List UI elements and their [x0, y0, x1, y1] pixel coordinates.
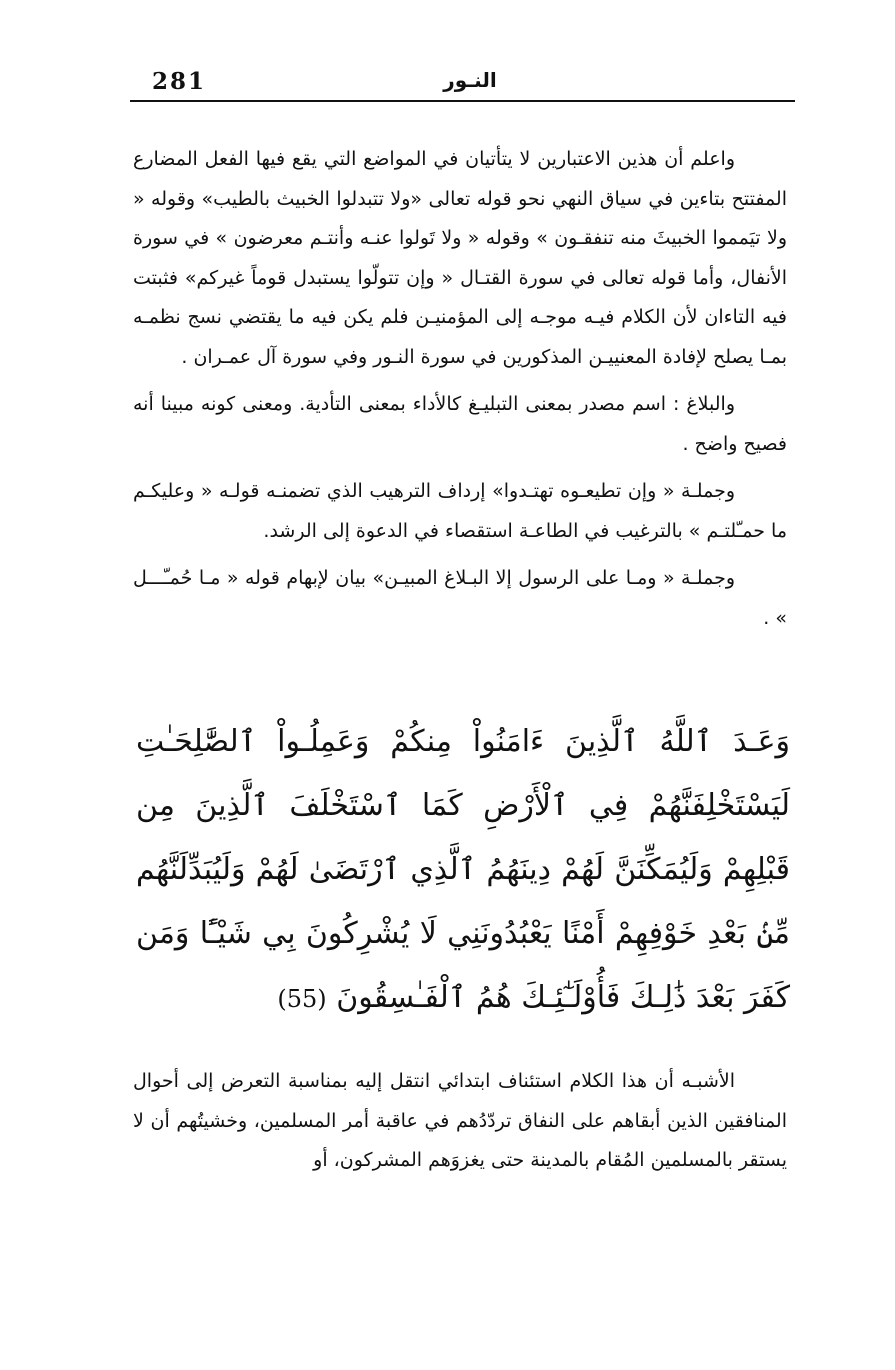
verse-number: (55)	[277, 985, 327, 1013]
paragraph: وجملـة « وإن تطيعـوه تهتـدوا» إرداف الترهيب الذي تضمنـه قولـه « وعليكـم ما حمـّلتـم » بالترغيب في الطاعـة استقصاء في الدعوة إلى الرشد.	[133, 480, 787, 542]
running-title: النـور	[443, 68, 497, 92]
commentary-top	[133, 140, 787, 638]
header-rule	[130, 100, 795, 102]
commentary-bottom	[133, 1062, 787, 1181]
page-header	[130, 62, 795, 102]
page-number: 281	[152, 68, 207, 95]
verse-text: وَعَـدَ ٱللَّهُ ٱلَّذِينَ ءَامَنُواْ مِنكُمْ وَعَمِلُـواْ ٱلصَّٰلِحَـٰتِ لَيَسْتَخْلِفَنَّهُمْ فِي ٱلْأَرْضِ كَمَا ٱسْتَخْلَفَ ٱلَّذِينَ مِن قَبْلِهِمْ وَلَيُمَكِّنَنَّ لَهُمْ دِينَهُمُ ٱلَّذِي ٱرْتَضَىٰ لَهُمْ وَلَيُبَدِّلَنَّهُم مِّنۢ بَعْدِ خَوْفِهِمْ أَمْنًا يَعْبُدُونَنِي لَا يُشْرِكُونَ بِي شَيْـًٔا وَمَن كَفَرَ بَعْدَ ذَٰلِـكَ فَأُوْلَـٰٓئِـكَ هُمُ ٱلْفَـٰسِقُونَ	[136, 724, 790, 1015]
paragraph: وجملـة « ومـا على الرسول إلا البـلاغ المبيـن» بيان لإبهام قوله « مـا حُمـّـــل » .	[133, 567, 787, 629]
paragraph: والبلاغ : اسم مصدر بمعنى التبليـغ كالأداء بمعنى التأدية. ومعنى كونه مبينا أنه فصيح واضح .	[133, 393, 787, 455]
quran-verse	[136, 710, 790, 1031]
paragraph: واعلم أن هذين الاعتبارين لا يتأتيان في المواضع التي يقع فيها الفعل المضارع المفتتح بتاءين في سياق النهي نحو قوله تعالى «ولا تتبدلوا الخبيث بالطيب» وقوله « ولا تيَمموا الخبيثَ منه تنفقـون » وقوله « ولا تَولوا عنـه وأنتـم معرضون » في سورة الأنفال، وأما قوله تعالى في سورة القتـال « وإن تتولّوا يستبدل قوماً غيركم» فثبتت فيه التاءان لأن الكلام فيـه موجـه إلى المؤمنيـن فلم يكن فيه ما يقتضي نسج نظمـه بمـا يصلح لإفادة المعنييـن المذكورين في سورة النـور وفي سورة آل عمـران .	[133, 148, 787, 368]
paragraph: الأشبـه أن هذا الكلام استئناف ابتدائي انتقل إليه بمناسبة التعرض إلى أحوال المنافقين الذين أبقاهم على النفاق تردّدُهم في عاقبة أمر المسلمين، وخشيتُهم أن لا يستقر بالمسلمين المُقام بالمدينة حتى يغزوَهم المشركون، أو	[133, 1070, 787, 1171]
